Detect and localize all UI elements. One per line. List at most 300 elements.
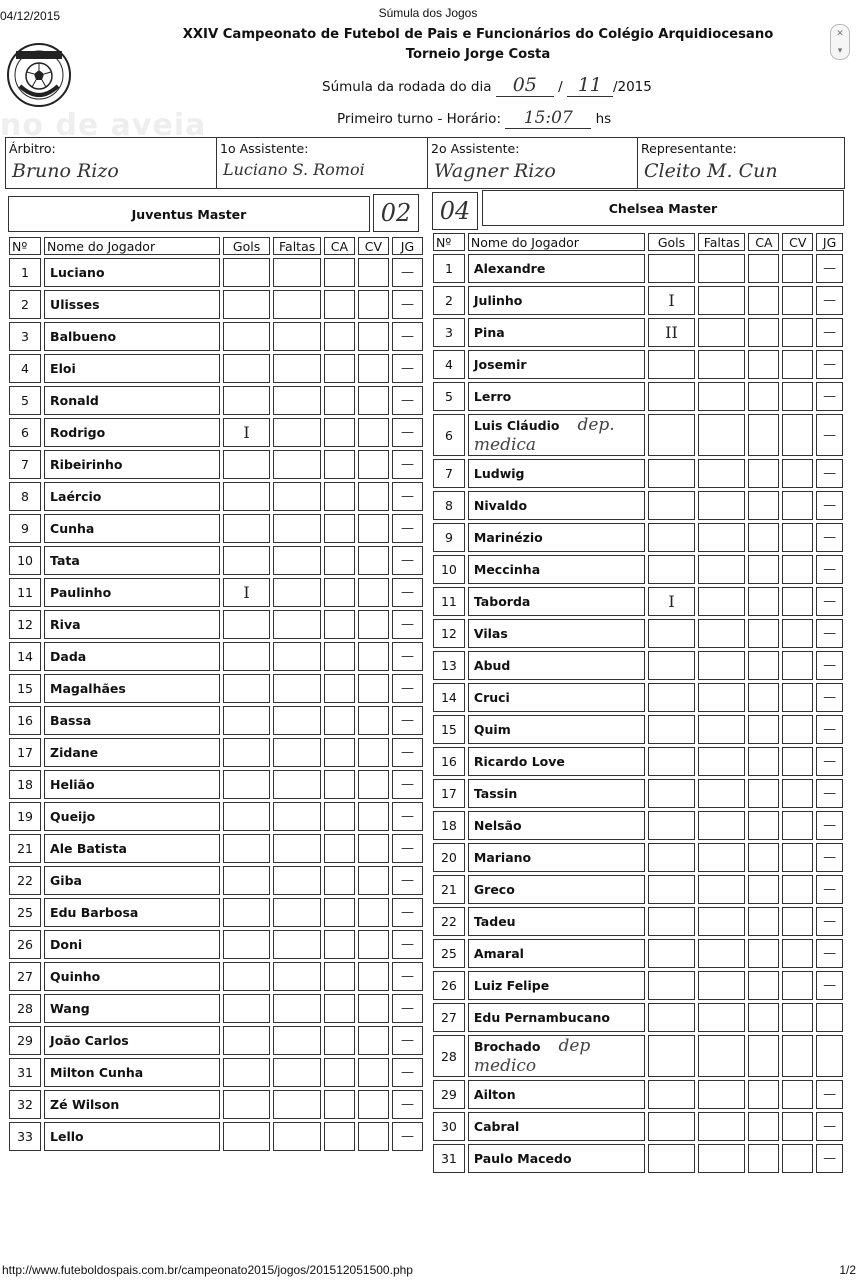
played-cell: — (392, 290, 423, 319)
player-name: Tassin (468, 779, 645, 808)
yellow-card-cell (324, 354, 355, 383)
col-name: Nome do Jogador (44, 237, 220, 255)
player-name: Amaral (468, 939, 645, 968)
player-name: Lerro (468, 382, 645, 411)
player-name: Laércio (44, 482, 220, 511)
goals-cell (648, 459, 695, 488)
played-cell: — (816, 619, 843, 648)
player-name: Zidane (44, 738, 220, 767)
player-row (9, 578, 423, 607)
red-card-cell (782, 907, 813, 936)
red-card-cell (358, 962, 389, 991)
red-card-cell (782, 843, 813, 872)
red-card-cell (358, 898, 389, 927)
yellow-card-cell (748, 1003, 779, 1032)
yellow-card-cell (324, 866, 355, 895)
close-icon[interactable]: ✕ (836, 28, 844, 39)
player-number: 16 (433, 747, 465, 776)
fouls-cell (698, 875, 745, 904)
played-cell: — (392, 578, 423, 607)
red-card-cell (358, 834, 389, 863)
player-number: 14 (9, 642, 41, 671)
player-number: 10 (9, 546, 41, 575)
red-card-cell (782, 1112, 813, 1141)
col-faltas: Faltas (273, 237, 321, 255)
goals-cell (223, 930, 271, 959)
player-name: Rodrigo (44, 418, 220, 447)
club-logo (6, 42, 72, 108)
red-card-cell (358, 770, 389, 799)
player-number: 12 (433, 619, 465, 648)
played-cell: — (392, 546, 423, 575)
goals-cell (648, 1080, 695, 1109)
representative-cell (638, 138, 844, 188)
fouls-cell (273, 386, 321, 415)
fouls-cell (698, 715, 745, 744)
tournament-title: Torneio Jorge Costa (405, 47, 551, 62)
yellow-card-cell (748, 350, 779, 379)
player-name: Zé Wilson (44, 1090, 220, 1119)
goals-cell (648, 907, 695, 936)
red-card-cell (358, 354, 389, 383)
player-row (9, 1090, 423, 1119)
player-number: 29 (433, 1080, 465, 1109)
fouls-cell (273, 1090, 321, 1119)
player-number: 14 (433, 683, 465, 712)
home-table-header (9, 237, 423, 255)
yellow-card-cell (748, 555, 779, 584)
referee-name: Bruno Rizo (12, 160, 119, 182)
player-number: 31 (433, 1144, 465, 1173)
player-name: Magalhães (44, 674, 220, 703)
player-name: Meccinha (468, 555, 645, 584)
played-cell: — (392, 450, 423, 479)
red-card-cell (782, 254, 813, 283)
played-cell (816, 1035, 843, 1077)
fouls-cell (273, 642, 321, 671)
played-cell: — (392, 482, 423, 511)
player-name: Brochado dep medico (468, 1035, 645, 1077)
yellow-card-cell (324, 1122, 355, 1151)
goals-cell (223, 322, 271, 351)
played-cell: — (816, 683, 843, 712)
yellow-card-cell (748, 1144, 779, 1173)
fouls-cell (698, 523, 745, 552)
goals-cell: I (223, 418, 271, 447)
played-cell: — (816, 523, 843, 552)
player-number: 33 (9, 1122, 41, 1151)
goals-cell (223, 514, 271, 543)
red-card-cell (782, 459, 813, 488)
fouls-cell (698, 1112, 745, 1141)
scroll-control[interactable] (830, 24, 850, 60)
player-row (433, 715, 843, 744)
yellow-card-cell (324, 578, 355, 607)
player-row (433, 779, 843, 808)
red-card-cell (358, 802, 389, 831)
player-row (9, 482, 423, 511)
player-name: Paulinho (44, 578, 220, 607)
col-num: Nº (433, 233, 465, 251)
officials-bar (5, 137, 845, 189)
player-number: 17 (9, 738, 41, 767)
away-players-table (430, 230, 846, 1176)
player-number: 12 (9, 610, 41, 639)
goals-cell (223, 674, 271, 703)
goals-cell (223, 1026, 271, 1055)
player-row (9, 290, 423, 319)
assistant1-label: 1o Assistente: (220, 141, 309, 156)
player-row (433, 1112, 843, 1141)
player-name: Milton Cunha (44, 1058, 220, 1087)
chevron-down-icon[interactable]: ▾ (837, 45, 843, 56)
red-card-cell (358, 482, 389, 511)
red-card-cell (358, 674, 389, 703)
player-name: Mariano (468, 843, 645, 872)
player-row (9, 866, 423, 895)
time-unit: hs (595, 111, 612, 127)
fouls-cell (698, 286, 745, 315)
player-row (433, 523, 843, 552)
fouls-cell (273, 1026, 321, 1055)
handwritten-note: dep. medica (473, 415, 615, 455)
player-number: 31 (9, 1058, 41, 1087)
played-cell: — (816, 318, 843, 347)
away-team-score: 04 (432, 192, 478, 230)
played-cell: — (392, 1122, 423, 1151)
red-card-cell (358, 706, 389, 735)
red-card-cell (782, 587, 813, 616)
player-name: Tadeu (468, 907, 645, 936)
red-card-cell (782, 811, 813, 840)
yellow-card-cell (748, 971, 779, 1000)
goals-cell (648, 254, 695, 283)
yellow-card-cell (748, 715, 779, 744)
goals-cell (648, 350, 695, 379)
fouls-cell (698, 971, 745, 1000)
turn-time-line (337, 108, 611, 129)
yellow-card-cell (748, 811, 779, 840)
fouls-cell (273, 290, 321, 319)
col-cv: CV (782, 233, 813, 251)
goals-cell (223, 706, 271, 735)
player-number: 2 (9, 290, 41, 319)
player-row (9, 930, 423, 959)
page-url: http://www.futeboldospais.com.br/campeonato2015/jogos/201512051500.php (2, 1263, 413, 1277)
goals-cell (648, 1003, 695, 1032)
played-cell: — (392, 642, 423, 671)
red-card-cell (358, 930, 389, 959)
red-card-cell (358, 450, 389, 479)
player-name: Vilas (468, 619, 645, 648)
red-card-cell (782, 619, 813, 648)
player-number: 6 (9, 418, 41, 447)
fouls-cell (273, 706, 321, 735)
player-row (433, 587, 843, 616)
player-row (433, 1080, 843, 1109)
player-row (433, 286, 843, 315)
red-card-cell (358, 866, 389, 895)
player-name: Wang (44, 994, 220, 1023)
played-cell: — (392, 1026, 423, 1055)
yellow-card-cell (324, 290, 355, 319)
player-number: 27 (433, 1003, 465, 1032)
goals-cell (223, 898, 271, 927)
red-card-cell (358, 1122, 389, 1151)
played-cell: — (392, 962, 423, 991)
yellow-card-cell (748, 843, 779, 872)
red-card-cell (358, 1026, 389, 1055)
player-number: 6 (433, 414, 465, 456)
player-name: Ribeirinho (44, 450, 220, 479)
yellow-card-cell (324, 738, 355, 767)
player-number: 3 (433, 318, 465, 347)
played-cell: — (816, 350, 843, 379)
yellow-card-cell (324, 962, 355, 991)
yellow-card-cell (324, 802, 355, 831)
yellow-card-cell (748, 619, 779, 648)
goals-cell (648, 1144, 695, 1173)
yellow-card-cell (748, 587, 779, 616)
played-cell: — (816, 971, 843, 1000)
played-cell: — (816, 1080, 843, 1109)
goals-cell (223, 1090, 271, 1119)
fouls-cell (273, 802, 321, 831)
yellow-card-cell (748, 651, 779, 680)
championship-title: XXIV Campeonato de Futebol de Pais e Funcionários do Colégio Arquidiocesano (182, 27, 774, 42)
away-table-header (433, 233, 843, 251)
goals-cell (223, 354, 271, 383)
fouls-cell (698, 318, 745, 347)
col-ca: CA (324, 237, 355, 255)
fouls-cell (698, 587, 745, 616)
red-card-cell (358, 1090, 389, 1119)
yellow-card-cell (324, 1026, 355, 1055)
played-cell: — (392, 386, 423, 415)
referee-cell (6, 138, 217, 188)
yellow-card-cell (748, 907, 779, 936)
assistant1-cell (217, 138, 428, 188)
col-gols: Gols (223, 237, 271, 255)
col-gols: Gols (648, 233, 695, 251)
player-name: Marinézio (468, 523, 645, 552)
fouls-cell (273, 898, 321, 927)
red-card-cell (358, 994, 389, 1023)
player-name: Quinho (44, 962, 220, 991)
player-number: 7 (433, 459, 465, 488)
fouls-cell (698, 555, 745, 584)
representative-name: Cleito M. Cun (644, 160, 778, 182)
yellow-card-cell (324, 546, 355, 575)
player-name: Lello (44, 1122, 220, 1151)
player-name: Ludwig (468, 459, 645, 488)
player-name: Cruci (468, 683, 645, 712)
fouls-cell (698, 254, 745, 283)
player-number: 28 (433, 1035, 465, 1077)
fouls-cell (273, 674, 321, 703)
fouls-cell (698, 459, 745, 488)
goals-cell (223, 450, 271, 479)
col-ca: CA (748, 233, 779, 251)
col-name: Nome do Jogador (468, 233, 645, 251)
goals-cell (223, 610, 271, 639)
goals-cell (648, 747, 695, 776)
player-row (9, 994, 423, 1023)
player-row (9, 418, 423, 447)
goals-cell (223, 1122, 271, 1151)
player-row (9, 706, 423, 735)
yellow-card-cell (748, 459, 779, 488)
goals-cell (223, 770, 271, 799)
player-row (9, 610, 423, 639)
player-name: Giba (44, 866, 220, 895)
player-number: 21 (9, 834, 41, 863)
yellow-card-cell (748, 286, 779, 315)
goals-cell (223, 642, 271, 671)
player-name: Cabral (468, 1112, 645, 1141)
played-cell: — (392, 866, 423, 895)
assistant1-name: Luciano S. Romoi (223, 160, 365, 179)
player-row (433, 555, 843, 584)
red-card-cell (358, 1058, 389, 1087)
player-row (9, 834, 423, 863)
fouls-cell (273, 418, 321, 447)
player-number: 16 (9, 706, 41, 735)
yellow-card-cell (324, 450, 355, 479)
fouls-cell (273, 450, 321, 479)
player-number: 1 (9, 258, 41, 287)
player-number: 25 (9, 898, 41, 927)
red-card-cell (358, 578, 389, 607)
assistant2-cell (428, 138, 638, 188)
played-cell: — (392, 610, 423, 639)
player-name: Taborda (468, 587, 645, 616)
player-name: Pina (468, 318, 645, 347)
day-field: 05 (496, 74, 554, 97)
fouls-cell (698, 619, 745, 648)
played-cell: — (816, 1112, 843, 1141)
player-row (9, 386, 423, 415)
fouls-cell (698, 414, 745, 456)
yellow-card-cell (324, 706, 355, 735)
red-card-cell (358, 386, 389, 415)
background-bleed-text: no de aveia (0, 108, 207, 143)
player-row (433, 318, 843, 347)
red-card-cell (358, 418, 389, 447)
player-row (433, 1035, 843, 1077)
col-num: Nº (9, 237, 41, 255)
red-card-cell (782, 747, 813, 776)
yellow-card-cell (324, 322, 355, 351)
red-card-cell (782, 683, 813, 712)
yellow-card-cell (324, 418, 355, 447)
player-number: 1 (433, 254, 465, 283)
player-number: 29 (9, 1026, 41, 1055)
fouls-cell (273, 930, 321, 959)
goals-cell (223, 290, 271, 319)
player-number: 18 (433, 811, 465, 840)
red-card-cell (782, 414, 813, 456)
played-cell (816, 1003, 843, 1032)
fouls-cell (698, 1144, 745, 1173)
player-name: Greco (468, 875, 645, 904)
red-card-cell (782, 382, 813, 411)
time-field: 15:07 (505, 108, 591, 129)
goals-cell (648, 843, 695, 872)
played-cell: — (392, 674, 423, 703)
player-name: Luis Cláudio dep. medica (468, 414, 645, 456)
player-row (433, 971, 843, 1000)
played-cell: — (392, 706, 423, 735)
player-name: Edu Pernambucano (468, 1003, 645, 1032)
home-team-score: 02 (373, 194, 419, 232)
yellow-card-cell (748, 318, 779, 347)
player-row (433, 747, 843, 776)
player-name: Josemir (468, 350, 645, 379)
goals-cell (223, 962, 271, 991)
goals-cell (648, 414, 695, 456)
player-row (9, 546, 423, 575)
player-row (433, 382, 843, 411)
goals-cell: II (648, 318, 695, 347)
round-date-line: Súmula da rodada do dia 05 / 11 /2015 (322, 74, 652, 96)
yellow-card-cell (324, 994, 355, 1023)
goals-cell (648, 619, 695, 648)
goals-cell (648, 382, 695, 411)
goals-cell (648, 523, 695, 552)
played-cell: — (816, 286, 843, 315)
player-number: 9 (433, 523, 465, 552)
red-card-cell (358, 322, 389, 351)
player-row (433, 843, 843, 872)
played-cell: — (816, 414, 843, 456)
player-row (433, 651, 843, 680)
print-title: Súmula dos Jogos (378, 6, 478, 20)
player-name: Nivaldo (468, 491, 645, 520)
fouls-cell (698, 651, 745, 680)
yellow-card-cell (324, 514, 355, 543)
yellow-card-cell (324, 1058, 355, 1087)
goals-cell (648, 875, 695, 904)
col-faltas: Faltas (698, 233, 745, 251)
yellow-card-cell (748, 382, 779, 411)
goals-cell: I (223, 578, 271, 607)
player-name: Abud (468, 651, 645, 680)
player-name: Ale Batista (44, 834, 220, 863)
fouls-cell (698, 747, 745, 776)
player-name: Doni (44, 930, 220, 959)
fouls-cell (273, 962, 321, 991)
player-name: Ricardo Love (468, 747, 645, 776)
player-row (433, 1003, 843, 1032)
yellow-card-cell (748, 1080, 779, 1109)
player-row (9, 898, 423, 927)
player-number: 20 (433, 843, 465, 872)
goals-cell (223, 738, 271, 767)
played-cell: — (816, 779, 843, 808)
player-number: 4 (433, 350, 465, 379)
player-number: 25 (433, 939, 465, 968)
played-cell: — (392, 738, 423, 767)
yellow-card-cell (324, 930, 355, 959)
fouls-cell (698, 1035, 745, 1077)
red-card-cell (782, 523, 813, 552)
player-row (433, 683, 843, 712)
red-card-cell (782, 651, 813, 680)
player-row (9, 642, 423, 671)
player-number: 21 (433, 875, 465, 904)
player-row (9, 674, 423, 703)
